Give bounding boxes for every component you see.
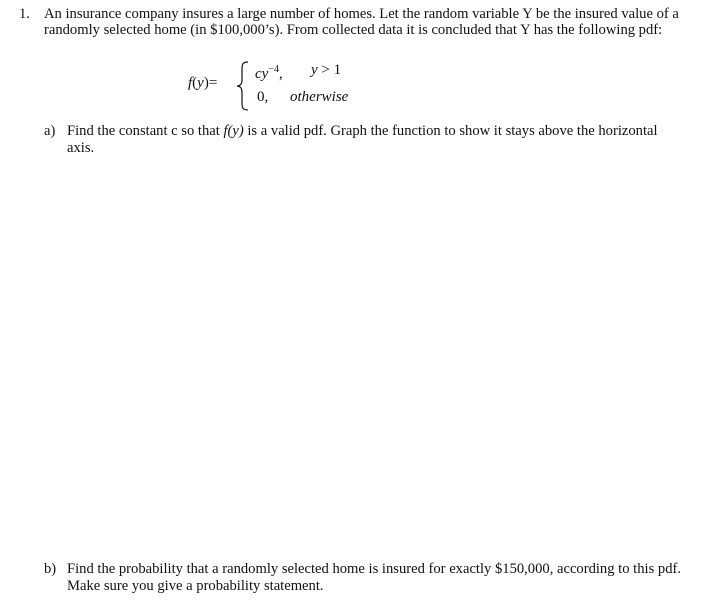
pdf-function-label — [188, 75, 217, 92]
part-a-function-ref: f(y) — [223, 123, 244, 139]
pdf-open-paren: ( — [192, 75, 198, 91]
part-b-label: b) — [44, 561, 57, 577]
part-a-text-post: is a valid pdf. Graph the function to show it stays above the horizontal — [243, 123, 658, 139]
pdf-case-1-base: cy — [255, 66, 269, 82]
pdf-close-equals: )= — [203, 75, 218, 91]
part-a-text-line-1 — [67, 123, 658, 140]
pdf-case-1-comma: , — [278, 66, 283, 82]
pdf-case-1-condition — [311, 62, 341, 79]
part-a-label: a) — [44, 123, 56, 139]
pdf-case-2-expression: 0, — [257, 89, 269, 105]
part-a-text-line-2: axis. — [67, 140, 95, 156]
pdf-equation — [0, 58, 717, 118]
pdf-case-1-condition-rest: > 1 — [317, 62, 342, 78]
question-text-line-1: An insurance company insures a large number of homes. Let the random variable Y be the insured value of a — [44, 6, 679, 22]
question-text-line-2: randomly selected home (in $100,000’s). From collected data it is concluded that Y has the following pdf: — [44, 22, 663, 38]
pdf-case-1-expression — [255, 61, 283, 83]
part-b-text-line-1: Find the probability that a randomly selected home is insured for exactly $150,000, according to this pdf. — [67, 561, 682, 577]
pdf-variable: y — [197, 75, 204, 91]
part-a-text-pre: Find the constant c so that — [67, 123, 224, 139]
question-number: 1. — [19, 6, 30, 22]
pdf-f-symbol: f — [188, 75, 193, 91]
pdf-case-2-condition: otherwise — [290, 89, 349, 105]
left-brace-icon — [235, 60, 251, 112]
pdf-case-1-exponent: −4 — [268, 64, 279, 75]
part-b-text-line-2: Make sure you give a probability statement. — [67, 578, 324, 594]
pdf-case-1-condition-variable: y — [311, 62, 318, 78]
